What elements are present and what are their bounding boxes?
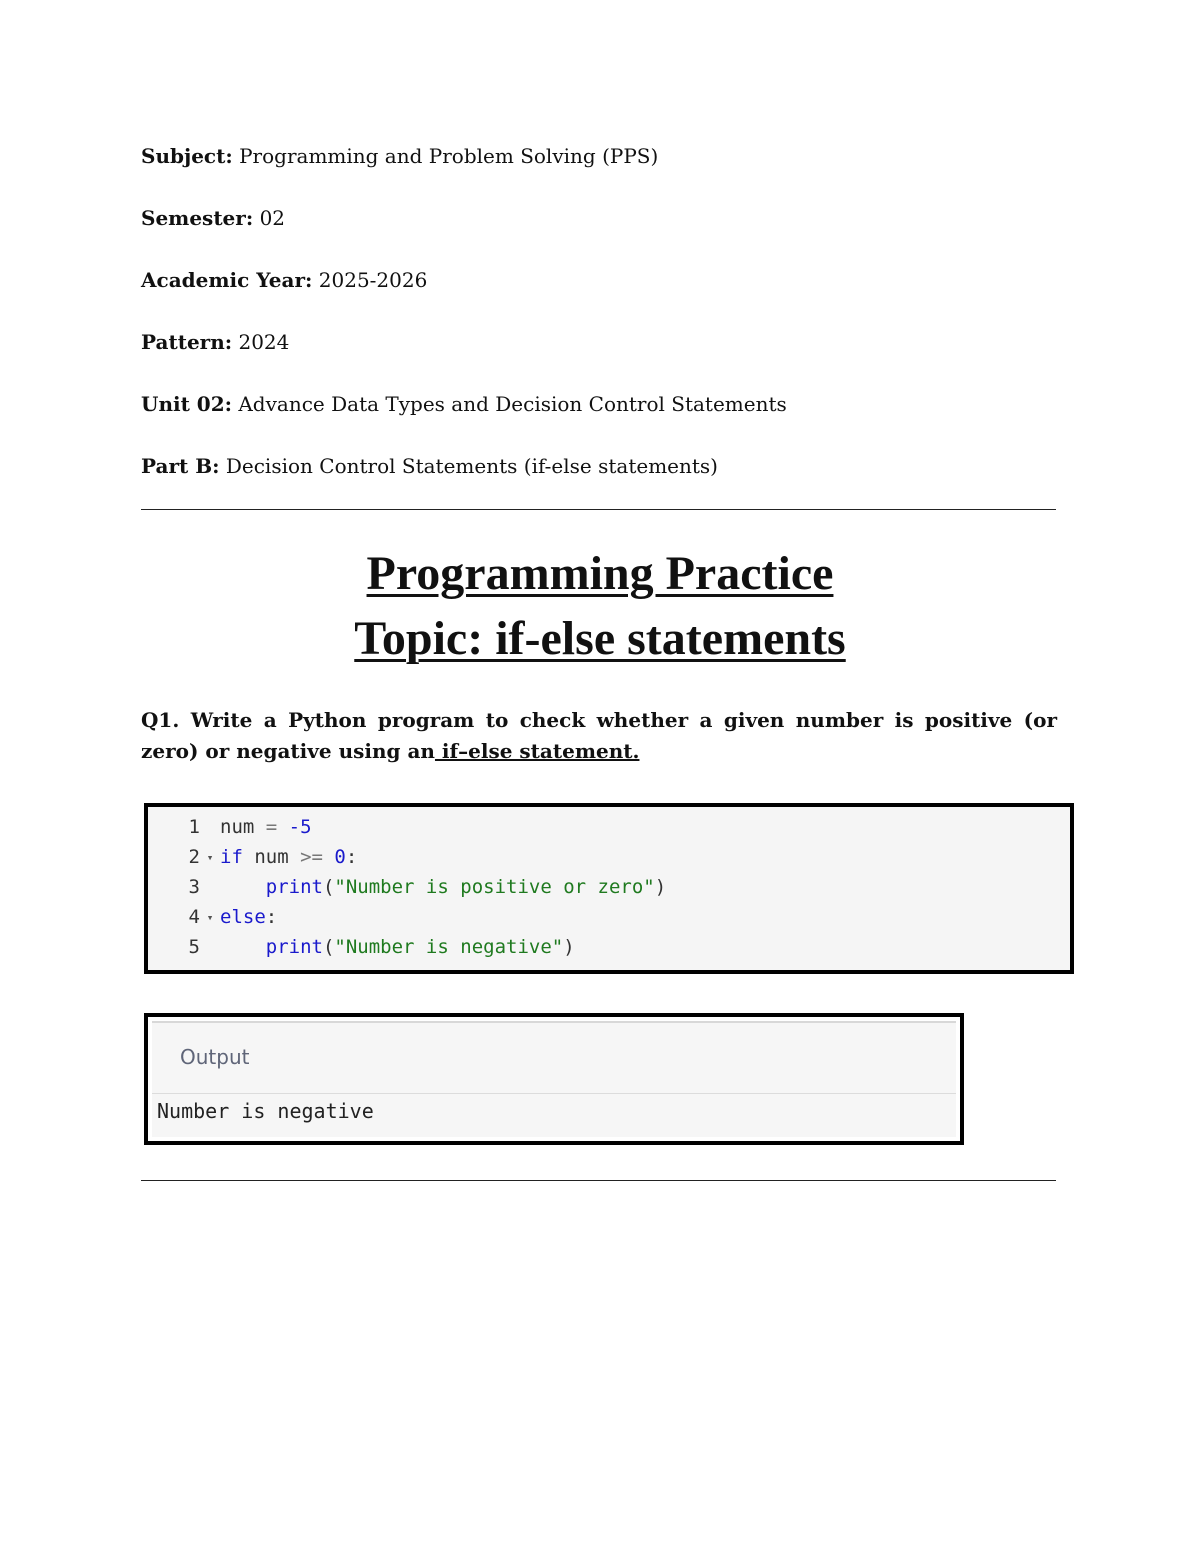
fold-arrow-icon[interactable]: ▾ <box>206 851 214 864</box>
semester-line <box>141 205 285 231</box>
pattern-line <box>141 329 289 355</box>
output-text: Number is negative <box>157 1099 374 1123</box>
code-block <box>144 803 1074 974</box>
unit-line <box>141 391 787 417</box>
page-title: Programming Practice <box>366 547 834 600</box>
pattern-value: 2024 <box>238 330 290 354</box>
subject-value: Programming and Problem Solving (PPS) <box>239 144 659 168</box>
code-line: 3 print("Number is positive or zero") <box>148 872 666 902</box>
output-header: Output <box>180 1045 250 1069</box>
line-number: 4 <box>188 906 200 928</box>
subject-line <box>141 143 658 169</box>
question-underlined: if–else statement. <box>434 739 640 763</box>
code-line: 5 print("Number is negative") <box>148 932 575 962</box>
part-line <box>141 453 718 479</box>
unit-label: Unit 02: <box>141 392 232 416</box>
question-body: Q1. Write a Python program to check whether a given number is positive (or zero) or negative using an <box>141 708 1057 763</box>
horizontal-rule-top <box>141 509 1056 510</box>
code-line: 4 ▾ else: <box>148 902 277 932</box>
academic-year-label: Academic Year: <box>141 268 313 292</box>
code-line: 1 num = -5 <box>148 812 312 842</box>
semester-value: 02 <box>259 206 286 230</box>
unit-value: Advance Data Types and Decision Control Statements <box>238 392 787 416</box>
pattern-label: Pattern: <box>141 330 233 354</box>
topic-title: Topic: if-else statements <box>354 612 846 665</box>
subject-label: Subject: <box>141 144 233 168</box>
part-label: Part B: <box>141 454 220 478</box>
output-divider <box>152 1093 956 1094</box>
academic-year-line <box>141 267 427 293</box>
line-number: 5 <box>188 936 200 958</box>
line-number: 2 <box>188 846 200 868</box>
part-value: Decision Control Statements (if-else statements) <box>225 454 718 478</box>
semester-label: Semester: <box>141 206 254 230</box>
question-text <box>141 705 1057 767</box>
fold-arrow-icon[interactable]: ▾ <box>206 911 214 924</box>
code-line: 2 ▾ if num >= 0: <box>148 842 357 872</box>
line-number: 3 <box>188 876 200 898</box>
academic-year-value: 2025-2026 <box>318 268 428 292</box>
output-inner <box>152 1021 956 1137</box>
output-panel <box>144 1013 964 1145</box>
horizontal-rule-bottom <box>141 1180 1056 1181</box>
line-number: 1 <box>188 816 200 838</box>
